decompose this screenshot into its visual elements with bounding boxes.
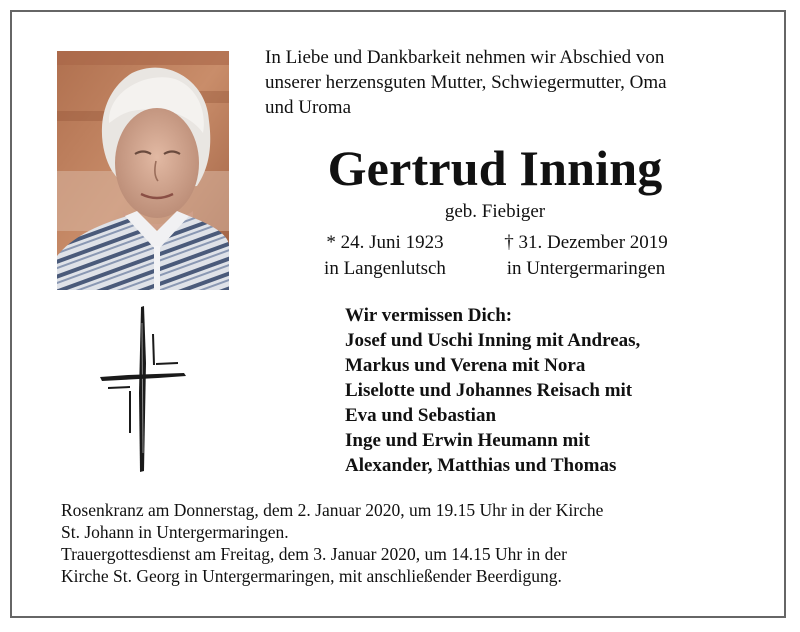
mourner-line: Liselotte und Johannes Reisach mit	[345, 380, 633, 401]
death-date: † 31. Dezember 2019	[504, 232, 668, 253]
cross-icon	[98, 303, 190, 473]
mourners-list	[345, 303, 775, 478]
mourner-line: Alexander, Matthias und Thomas	[345, 455, 617, 476]
birth-date: * 24. Juni 1923	[326, 232, 444, 253]
mourners-heading: Wir vermissen Dich:	[345, 305, 513, 326]
intro-text	[265, 45, 765, 120]
death-place: in Untergermaringen	[506, 258, 666, 279]
mourner-line: Inge und Erwin Heumann mit	[345, 430, 590, 451]
maiden-name: geb. Fiebiger	[444, 201, 546, 222]
service-line: Trauergottesdienst am Freitag, dem 3. Januar 2020, um 14.15 Uhr in der	[61, 544, 567, 564]
intro-line: In Liebe und Dankbarkeit nehmen wir Abschied von	[265, 47, 665, 68]
service-line: Kirche St. Georg in Untergermaringen, mit anschließender Beerdigung.	[61, 566, 562, 586]
service-info	[61, 499, 761, 587]
service-line: Rosenkranz am Donnerstag, dem 2. Januar 2020, um 19.15 Uhr in der Kirche	[61, 500, 604, 520]
birth-info	[302, 230, 468, 282]
death-info	[478, 230, 694, 282]
mourner-line: Markus und Verena mit Nora	[345, 355, 586, 376]
intro-line: und Uroma	[265, 97, 352, 118]
mourner-line: Eva und Sebastian	[345, 405, 497, 426]
birth-place: in Langenlutsch	[324, 258, 446, 279]
mourner-line: Josef und Uschi Inning mit Andreas,	[345, 330, 641, 351]
deceased-name: Gertrud Inning	[327, 140, 663, 196]
intro-line: unserer herzensguten Mutter, Schwiegermutter, Oma	[265, 72, 667, 93]
portrait-photo	[57, 51, 229, 290]
service-line: St. Johann in Untergermaringen.	[61, 522, 289, 542]
